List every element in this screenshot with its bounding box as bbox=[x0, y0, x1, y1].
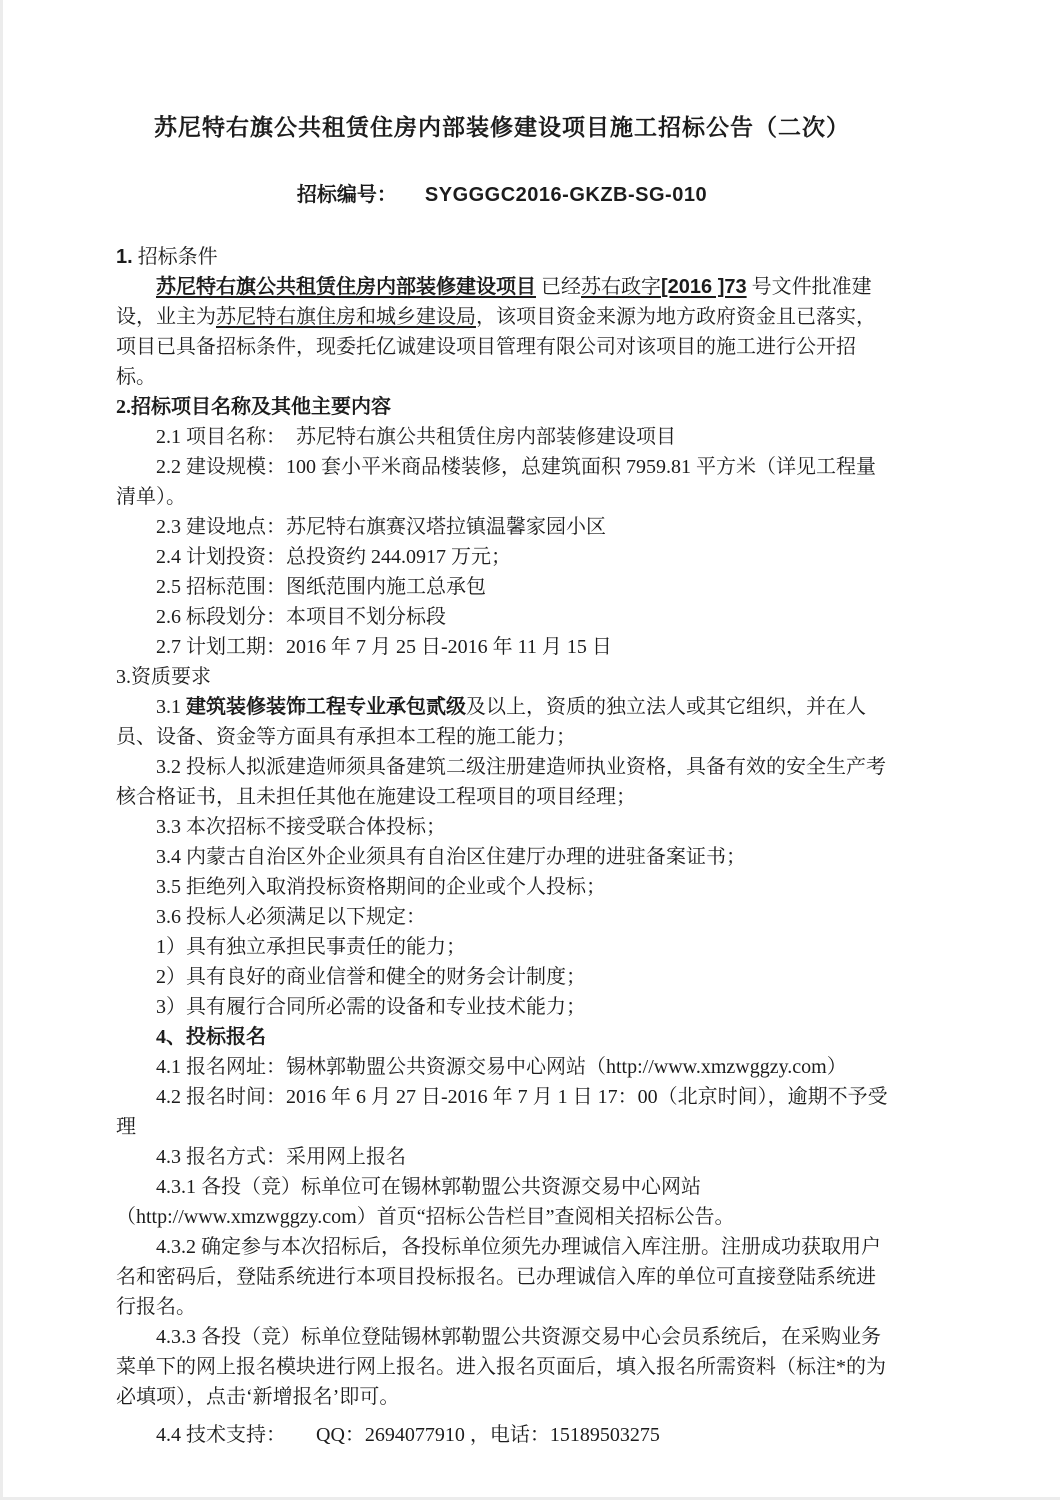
item-4-1: 4.1 报名网址：锡林郭勒盟公共资源交易中心网站（http://www.xmzwggzy.com） bbox=[156, 1056, 847, 1078]
item-3-3: 3.3 本次招标不接受联合体投标； bbox=[156, 816, 446, 838]
item-3-1 bbox=[116, 692, 888, 752]
section3-heading: 3.资质要求 bbox=[116, 666, 211, 688]
item-4-4-tech-support: 4.4 技术支持： QQ：2694077910 ，电话：15189503275 bbox=[156, 1424, 660, 1446]
item-3-1-qualification-bold: 建筑装修装饰工程专业承包贰级 bbox=[186, 696, 466, 718]
section2-heading: 2.招标项目名称及其他主要内容 bbox=[116, 396, 391, 418]
approval-doc-ref-number: [2016 ]73 bbox=[661, 276, 747, 298]
tender-number-line bbox=[116, 180, 888, 210]
approval-doc-ref-prefix: 苏右政字 bbox=[581, 276, 661, 298]
section1-intro-paragraph bbox=[116, 272, 888, 392]
item-2-5: 2.5 招标范围：图纸范围内施工总承包 bbox=[156, 576, 486, 598]
item-4-3-2: 4.3.2 确定参与本次招标后，各投标单位须先办理诚信入库注册。注册成功获取用户名和密码后，登陆系统进行本项目投标报名。已办理诚信入库的单位可直接登陆系统进行报名。 bbox=[116, 1236, 881, 1318]
section1-heading-text: 招标条件 bbox=[132, 246, 218, 268]
item-3-6: 3.6 投标人必须满足以下规定： bbox=[156, 906, 426, 928]
intro-tail: ，该项目资金来源为地方政府资金且已落实，项目已具备招标条件，现委托亿诚建设项目管理有限公司对该项目的施工进行公开招标。 bbox=[116, 306, 876, 388]
item-3-1-rest: 及以上，资质的独立法人或其它组织，并在人员、设备、资金等方面具有承担本工程的施工能力； bbox=[116, 696, 866, 748]
intro-mid1: 已经 bbox=[536, 276, 581, 298]
item-2-7: 2.7 计划工期：2016 年 7 月 25 日-2016 年 11 月 15 日 bbox=[156, 636, 612, 658]
item-2-4: 2.4 计划投资：总投资约 244.0917 万元； bbox=[156, 546, 511, 568]
section4-heading: 4、投标报名 bbox=[156, 1026, 266, 1048]
project-name-underlined: 苏尼特右旗公共租赁住房内部装修建设项目 bbox=[156, 276, 536, 298]
item-3-4: 3.4 内蒙古自治区外企业须具有自治区住建厅办理的进驻备案证书； bbox=[156, 846, 746, 868]
item-3-1-lead: 3.1 bbox=[156, 696, 186, 718]
item-3-6-sub-1: 1）具有独立承担民事责任的能力； bbox=[156, 936, 466, 958]
item-2-6: 2.6 标段划分：本项目不划分标段 bbox=[156, 606, 446, 628]
approval-doc-ref bbox=[581, 276, 747, 298]
intro-mid2: 号文件批准建设，业主为 bbox=[116, 276, 872, 328]
section1-heading bbox=[116, 242, 888, 272]
section1-heading-number: 1. bbox=[116, 246, 133, 268]
tender-number-value: SYGGGC2016-GKZB-SG-010 bbox=[424, 184, 708, 206]
tender-number-label: 招标编号： bbox=[296, 184, 397, 206]
item-4-2: 4.2 报名时间：2016 年 6 月 27 日-2016 年 7 月 1 日 17：00（北京时间），逾期不予受理 bbox=[116, 1086, 888, 1138]
item-2-3: 2.3 建设地点：苏尼特右旗赛汉塔拉镇温馨家园小区 bbox=[156, 516, 606, 538]
document-title: 苏尼特右旗公共租赁住房内部装修建设项目施工招标公告（二次） bbox=[154, 114, 850, 140]
item-4-3-3: 4.3.3 各投（竞）标单位登陆锡林郭勒盟公共资源交易中心会员系统后，在采购业务菜单下的网上报名模块进行网上报名。进入报名页面后，填入报名所需资料（标注*的为必填项），点击‘新增报名’即可。 bbox=[116, 1326, 886, 1408]
item-3-2: 3.2 投标人拟派建造师须具备建筑二级注册建造师执业资格，具备有效的安全生产考核合格证书，且未担任其他在施建设工程项目的项目经理； bbox=[116, 756, 886, 808]
owner-name-underlined: 苏尼特右旗住房和城乡建设局 bbox=[216, 306, 476, 328]
item-3-5: 3.5 拒绝列入取消投标资格期间的企业或个人投标； bbox=[156, 876, 606, 898]
item-3-6-sub-3: 3）具有履行合同所必需的设备和专业技术能力； bbox=[156, 996, 586, 1018]
item-4-3-1: 4.3.1 各投（竞）标单位可在锡林郭勒盟公共资源交易中心网站（http://www.xmzwggzy.com）首页“招标公告栏目”查阅相关招标公告。 bbox=[116, 1176, 735, 1228]
item-2-2: 2.2 建设规模：100 套小平米商品楼装修，总建筑面积 7959.81 平方米（详见工程量清单）。 bbox=[116, 456, 876, 508]
item-2-1: 2.1 项目名称： 苏尼特右旗公共租赁住房内部装修建设项目 bbox=[156, 426, 676, 448]
item-4-3: 4.3 报名方式：采用网上报名 bbox=[156, 1146, 406, 1168]
item-3-6-sub-2: 2）具有良好的商业信誉和健全的财务会计制度； bbox=[156, 966, 586, 988]
